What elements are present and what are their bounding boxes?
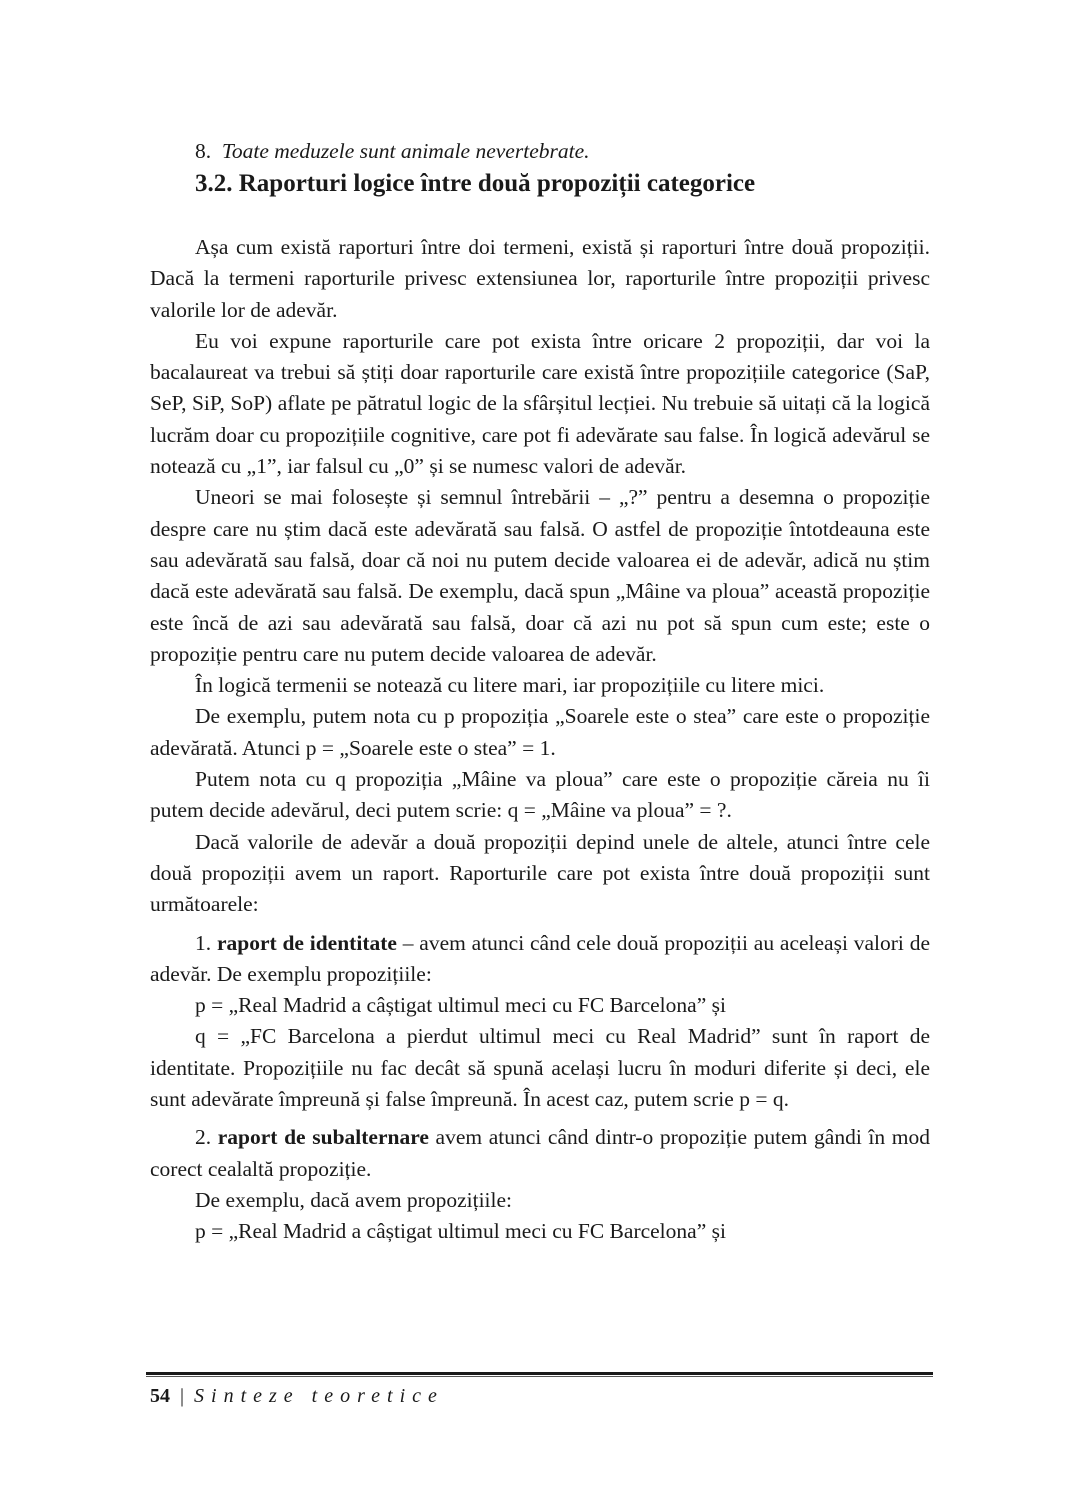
running-title: Sinteze teoretice — [194, 1385, 444, 1407]
footer-rule-thick — [146, 1372, 933, 1375]
list-item-8 — [150, 136, 930, 166]
relation-subalternation-intro: De exemplu, dacă avem propozițiile: — [195, 1187, 512, 1212]
paragraph-intro: Așa cum există raporturi între doi termeni, există și raporturi între două propoziții. Dacă la termeni raporturile privesc extensiunea lor, raporturile între propoziții privesc valorile lor de adevăr. — [150, 235, 930, 322]
page-number: 54 — [150, 1385, 170, 1407]
paragraph-example-q: Putem nota cu q propoziția „Mâine va ploua” care este o propoziție căreia nu îi putem decide adevărul, deci putem scrie: q = „Mâine va ploua” = ?. — [150, 767, 930, 823]
paragraph-relations-intro: Dacă valorile de adevăr a două propoziții depind unele de altele, atunci între cele două propoziții avem un raport. Raporturile care pot exista între două propoziții sunt următoarele: — [150, 829, 930, 917]
relation-subalternation-definition: avem atunci când dintr-o propoziție putem gândi în mod corect cealaltă propoziție. — [150, 1125, 931, 1181]
relation-identity-term: raport de identitate — [216, 930, 397, 955]
section-heading: 3.2. Raporturi logice între două propoziții categorice — [195, 170, 756, 197]
footer-rule-thin — [146, 1376, 933, 1377]
paragraph-question-mark: Uneori se mai folosește și semnul întrebării – „?” pentru a desemna o propoziție despre care nu știm dacă este adevărată sau falsă. O astfel de propoziție întotdeauna este sau adevărată sau falsă, doar că noi nu putem decide valoarea ei de adevăr, adică nu știm dacă este adevărată sau falsă. De exemplu, dacă spun „Mâine va ploua” această propoziție este încă de azi sau adevărată sau falsă, doar că azi nu pot să spun cum este; este o propoziție pentru care nu putem decide valoarea de adevăr. — [150, 485, 930, 666]
footer-separator: | — [180, 1385, 185, 1407]
paragraph-notation: În logică termenii se notează cu litere mari, iar propozițiile cu litere mici. — [195, 673, 825, 698]
list-item-number: 8. — [195, 139, 212, 163]
relation-subalternation-number: 2. — [195, 1125, 212, 1150]
relation-subalternation-term: raport de subalternare — [217, 1125, 429, 1150]
relation-identity-example-p: p = „Real Madrid a câștigat ultimul meci cu FC Barcelona” și — [195, 993, 726, 1018]
paragraph-example-p: De exemplu, putem nota cu p propoziția „Soarele este o stea” care este o propoziție adevărată. Atunci p = „Soarele este o stea” = 1. — [150, 704, 930, 760]
relation-identity-definition: – avem atunci când cele două propoziții au aceleași valori de adevăr. De exemplu propozițiile: — [150, 930, 930, 986]
relation-identity-example-q: q = „FC Barcelona a pierdut ultimul meci cu Real Madrid” sunt în raport de identitate. Propozițiile nu fac decât să spună același lucru în moduri diferite și deci, ele sunt adevărate împreună și false împreună. În acest caz, putem scrie p = q. — [150, 1024, 930, 1112]
footer-text — [146, 1383, 933, 1409]
relation-subalternation — [150, 1122, 930, 1185]
list-item-text: Toate meduzele sunt animale nevertebrate. — [221, 139, 590, 163]
page-content — [150, 136, 930, 1248]
relation-identity-number: 1. — [195, 930, 212, 955]
page-footer — [146, 1372, 933, 1409]
relation-subalternation-example-p: p = „Real Madrid a câștigat ultimul meci cu FC Barcelona” și — [195, 1219, 726, 1244]
relation-identity — [150, 928, 930, 991]
paragraph-scope: Eu voi expune raporturile care pot exista între oricare 2 propoziții, dar voi la bacalaureat va trebui să știți doar raporturile care există între propozițiile categorice (SaP, SeP, SiP, SoP) aflate pe pătratul logic de la sfârșitul lecției. Nu trebuie să uitați că la logică lucrăm doar cu propozițiile cognitive, care pot fi adevărate sau false. În logică adevărul se notează cu „1”, iar falsul cu „0” și se numesc valori de adevăr. — [150, 328, 930, 479]
